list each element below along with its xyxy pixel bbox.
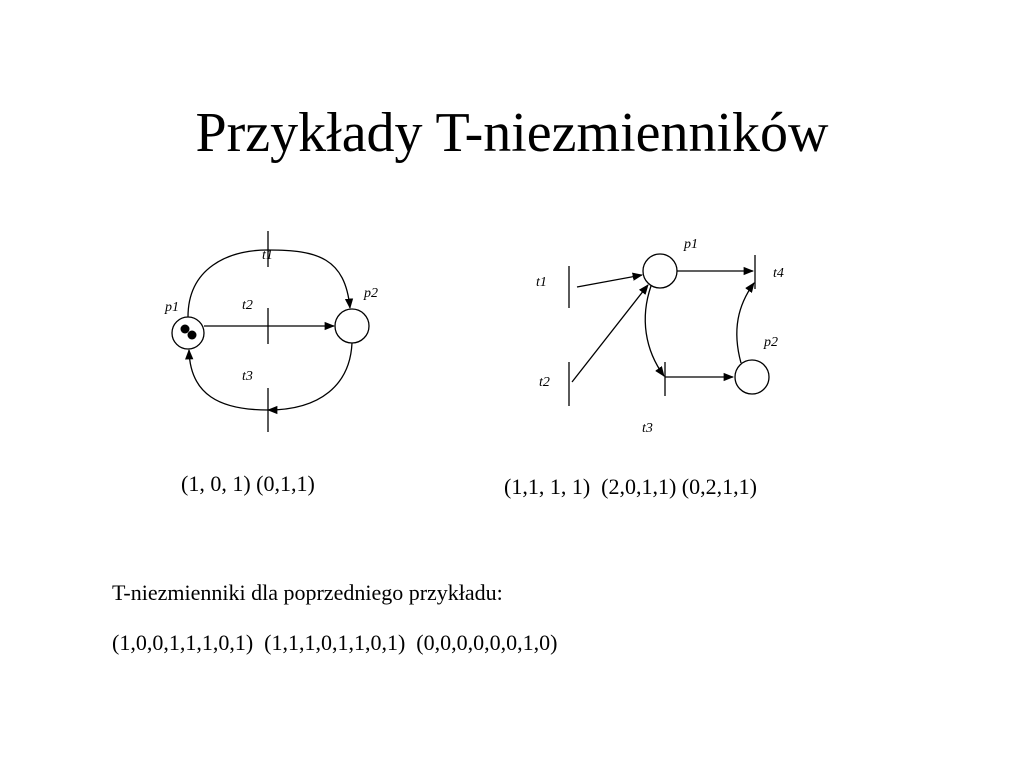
right-net-caption: (1,1, 1, 1) (2,0,1,1) (0,2,1,1) xyxy=(504,474,757,499)
right-place-p2 xyxy=(735,360,769,394)
right-arc-t1-p1 xyxy=(577,275,642,287)
right-arc-p1-t3 xyxy=(645,286,664,376)
right-label-t3: t3 xyxy=(642,421,653,436)
left-label-t3: t3 xyxy=(242,369,253,384)
right-label-p2: p2 xyxy=(764,335,778,350)
right-label-t1: t1 xyxy=(536,275,547,290)
invariants-list: (1,0,0,1,1,1,0,1) (1,1,1,0,1,1,0,1) (0,0,0,0,0,0,1,0) xyxy=(112,630,558,655)
right-label-t2: t2 xyxy=(539,375,550,390)
invariants-heading: T-niezmienniki dla poprzedniego przykładu: xyxy=(112,580,503,605)
left-label-p1: p1 xyxy=(165,300,179,315)
left-label-t1: t1 xyxy=(262,248,273,263)
right-arc-t2-p1 xyxy=(572,285,648,382)
left-label-t2: t2 xyxy=(242,298,253,313)
right-label-p1: p1 xyxy=(684,237,698,252)
slide-title: Przykłady T-niezmienników xyxy=(195,102,829,164)
right-label-t4: t4 xyxy=(773,266,784,281)
right-arc-p2-t4 xyxy=(737,283,754,363)
left-net-caption: (1, 0, 1) (0,1,1) xyxy=(181,471,315,496)
right-place-p1 xyxy=(643,254,677,288)
left-label-p2: p2 xyxy=(364,286,378,301)
